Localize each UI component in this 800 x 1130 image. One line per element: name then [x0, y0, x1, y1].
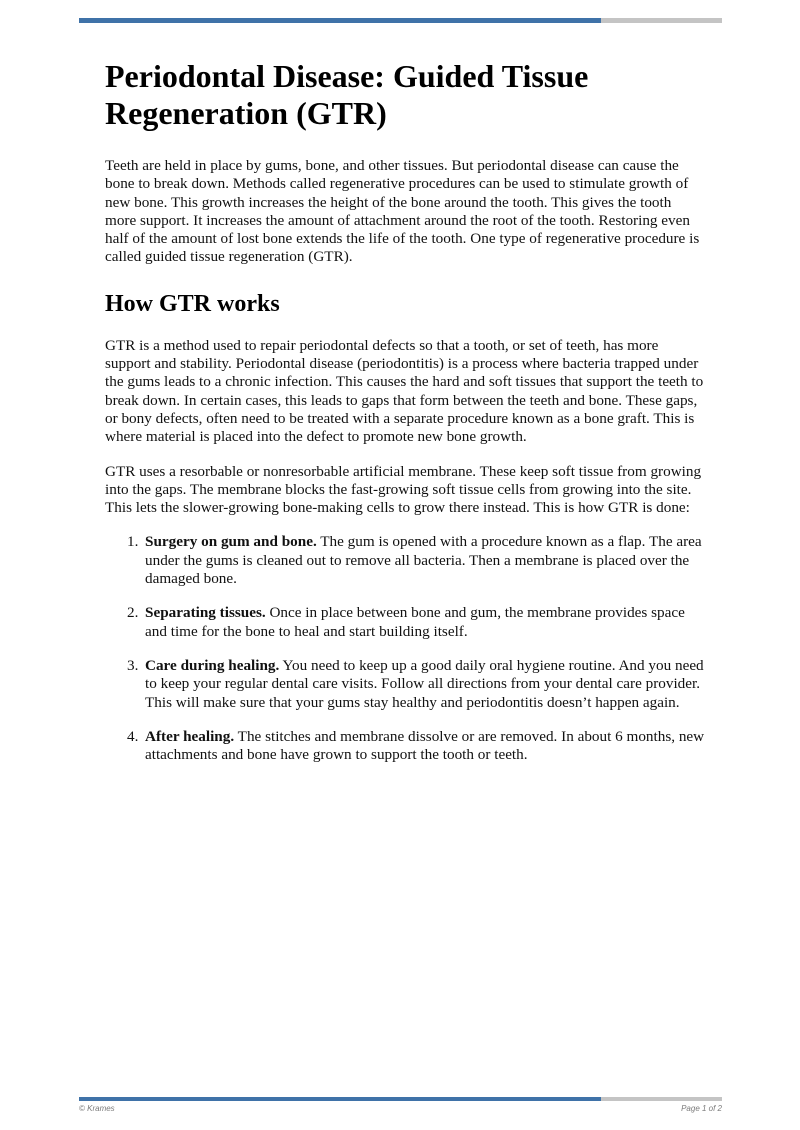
step-number: 3. — [127, 656, 139, 674]
copyright-text: © Krames — [79, 1104, 115, 1113]
step-text: Once in place between bone and gum, the membrane provides space and time for the bone to heal and start building itself. — [145, 604, 685, 640]
gtr-paragraph-2: GTR uses a resorbable or nonresorbable artificial membrane. These keep soft tissue from growing into the gaps. The membrane blocks the fast-growing soft tissue cells from growing into the site. This lets the slower-growing bone-making cells to grow there instead. This is how GTR is done: — [105, 462, 702, 517]
list-item — [127, 657, 705, 712]
step-title: Separating tissues. — [145, 604, 266, 622]
step-title: Care during healing. — [145, 656, 280, 674]
footer-rule-grey — [601, 1097, 722, 1101]
gtr-paragraph-1: GTR is a method used to repair periodontal defects so that a tooth, or set of teeth, has more support and stability. Periodontal disease (periodontitis) is a process where bacteria trapped under the gums leads to a chronic infection. This causes the hard and soft tissues that support the teeth to break down. In certain cases, this leads to gaps that form between the teeth and bone. These gaps, or bony defects, often need to be treated with a separate procedure known as a bone graft. This is where material is placed into the defect to promote new bone growth. — [105, 336, 704, 446]
section-heading: How GTR works — [105, 290, 280, 317]
step-number: 4. — [127, 727, 139, 745]
step-number: 2. — [127, 604, 139, 622]
header-rule — [79, 18, 722, 23]
step-title: Surgery on gum and bone. — [145, 533, 317, 551]
steps-list — [127, 533, 705, 764]
list-item — [127, 728, 705, 765]
step-text: The gum is opened with a procedure known as a flap. The area under the gums is cleaned out to remove all bacteria. Then a membrane is placed over the damaged bone. — [145, 533, 702, 588]
header-rule-blue — [79, 18, 601, 23]
footer-rule-blue — [79, 1097, 601, 1101]
page-footer — [79, 1104, 722, 1113]
header-rule-grey — [601, 18, 722, 23]
page-title: Periodontal Disease: Guided Tissue Regeneration (GTR) — [105, 58, 589, 131]
document-body — [105, 58, 705, 780]
step-text: The stitches and membrane dissolve or are removed. In about 6 months, new attachments and bone have grown to support the tooth or teeth. — [145, 727, 705, 764]
footer-rule — [79, 1097, 722, 1101]
list-item — [127, 604, 705, 641]
step-number: 1. — [127, 533, 139, 551]
page-number: Page 1 of 2 — [681, 1104, 722, 1113]
step-title: After healing. — [145, 727, 235, 745]
intro-paragraph: Teeth are held in place by gums, bone, and other tissues. But periodontal disease can cause the bone to break down. Methods called regenerative procedures can be used to stimulate growth of new bone. This growth increases the height of the bone around the tooth. This gives the tooth more support. It increases the amount of attachment around the root of the tooth. Restoring even half of the amount of lost bone extends the life of the tooth. One type of regenerative procedure is called guided tissue regeneration (GTR). — [105, 157, 700, 266]
list-item — [127, 533, 705, 588]
step-text: You need to keep up a good daily oral hygiene routine. And you need to keep your regular dental care visits. Follow all directions from your dental care provider. This will make sure that your gums stay healthy and periodontitis doesn’t happen again. — [145, 656, 704, 711]
